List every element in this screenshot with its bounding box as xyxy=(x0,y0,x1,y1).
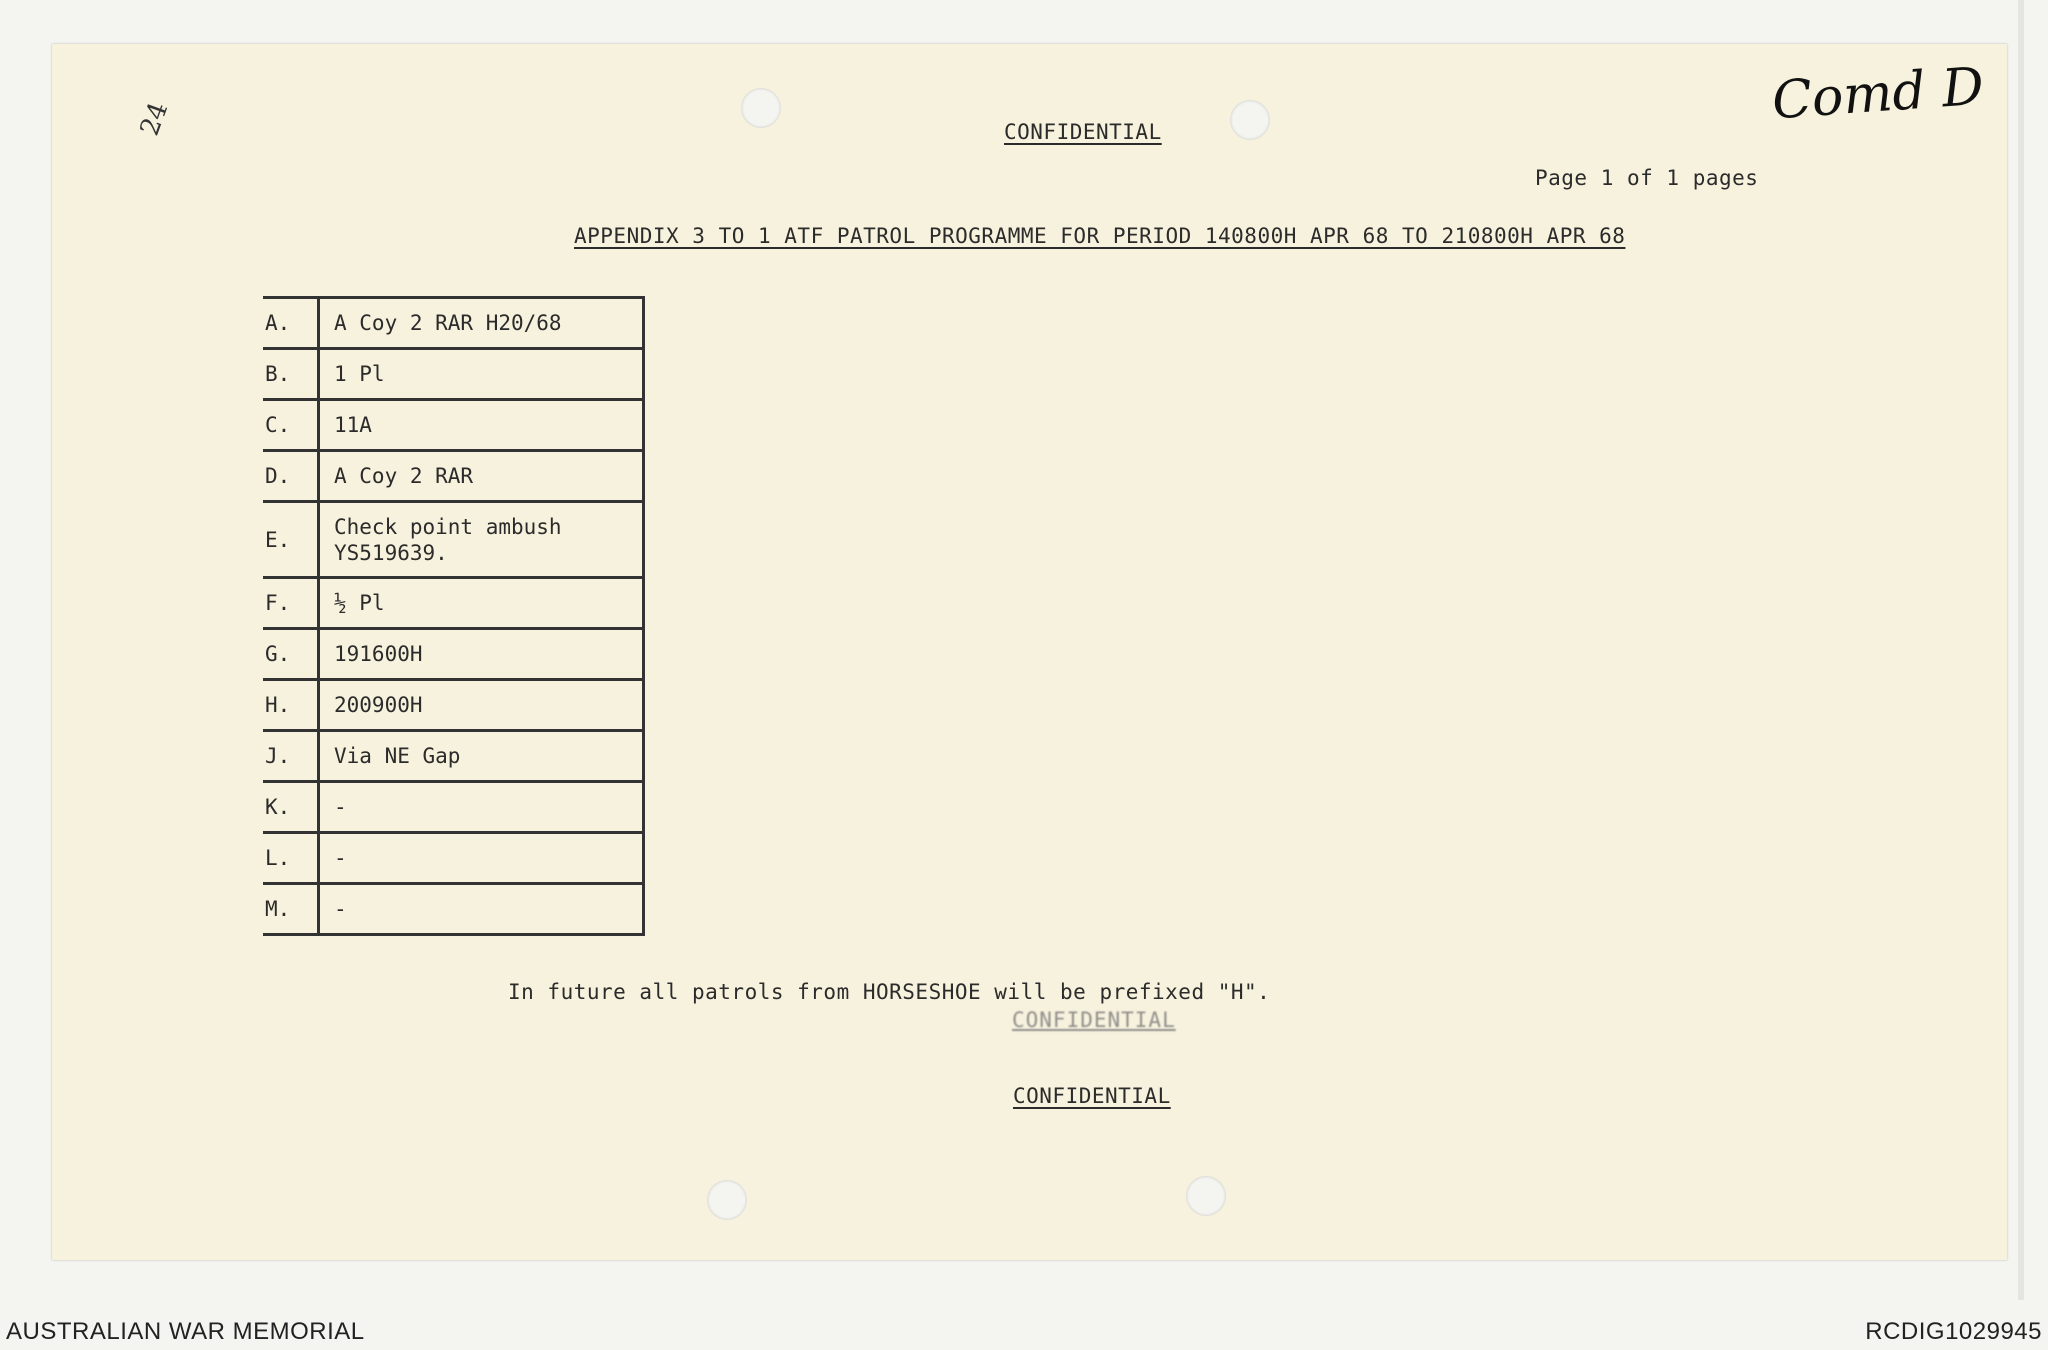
row-value: A Coy 2 RAR xyxy=(319,451,644,502)
row-value: - xyxy=(319,833,644,884)
handwritten-note: Comd D xyxy=(1770,56,1986,132)
corner-mark: 24 xyxy=(134,98,175,140)
patrol-table xyxy=(263,296,645,936)
archive-credit: AUSTRALIAN WAR MEMORIAL xyxy=(6,1318,365,1345)
table-row xyxy=(263,298,644,349)
row-key: H. xyxy=(263,680,319,731)
row-key: L. xyxy=(263,833,319,884)
table-row xyxy=(263,451,644,502)
page-indicator: Page 1 of 1 pages xyxy=(1535,166,1759,190)
row-key: J. xyxy=(263,731,319,782)
row-key: E. xyxy=(263,502,319,578)
document-title: APPENDIX 3 TO 1 ATF PATROL PROGRAMME FOR PERIOD 140800H APR 68 TO 210800H APR 68 xyxy=(574,224,1626,248)
table-row xyxy=(263,731,644,782)
archive-id: RCDIG1029945 xyxy=(1865,1318,2042,1345)
row-value: ½ Pl xyxy=(319,578,644,629)
table-row xyxy=(263,349,644,400)
table-row xyxy=(263,502,644,578)
row-key: K. xyxy=(263,782,319,833)
punch-hole xyxy=(1230,100,1270,140)
row-key: B. xyxy=(263,349,319,400)
row-value: - xyxy=(319,782,644,833)
horseshoe-note: In future all patrols from HORSESHOE will be prefixed "H". xyxy=(508,980,1271,1004)
row-key: C. xyxy=(263,400,319,451)
page-edge xyxy=(2018,0,2024,1300)
table-row xyxy=(263,578,644,629)
row-value: - xyxy=(319,884,644,935)
header-classification: CONFIDENTIAL xyxy=(1004,120,1162,144)
row-value: Via NE Gap xyxy=(319,731,644,782)
table-row xyxy=(263,884,644,935)
row-key: M. xyxy=(263,884,319,935)
row-value: Check point ambush YS519639. xyxy=(319,502,644,578)
punch-hole xyxy=(707,1180,747,1220)
footer-classification: CONFIDENTIAL xyxy=(1013,1084,1171,1108)
punch-hole xyxy=(1186,1176,1226,1216)
row-value: 191600H xyxy=(319,629,644,680)
row-key: D. xyxy=(263,451,319,502)
table-row xyxy=(263,680,644,731)
row-value: 1 Pl xyxy=(319,349,644,400)
row-key: F. xyxy=(263,578,319,629)
table-row xyxy=(263,782,644,833)
row-key: G. xyxy=(263,629,319,680)
row-value: 200900H xyxy=(319,680,644,731)
table-row xyxy=(263,400,644,451)
row-key: A. xyxy=(263,298,319,349)
punch-hole xyxy=(741,88,781,128)
table-row xyxy=(263,629,644,680)
row-value: 11A xyxy=(319,400,644,451)
smudged-stamp: CONFIDENTIAL xyxy=(1012,1008,1176,1032)
row-value: A Coy 2 RAR H20/68 xyxy=(319,298,644,349)
table-row xyxy=(263,833,644,884)
